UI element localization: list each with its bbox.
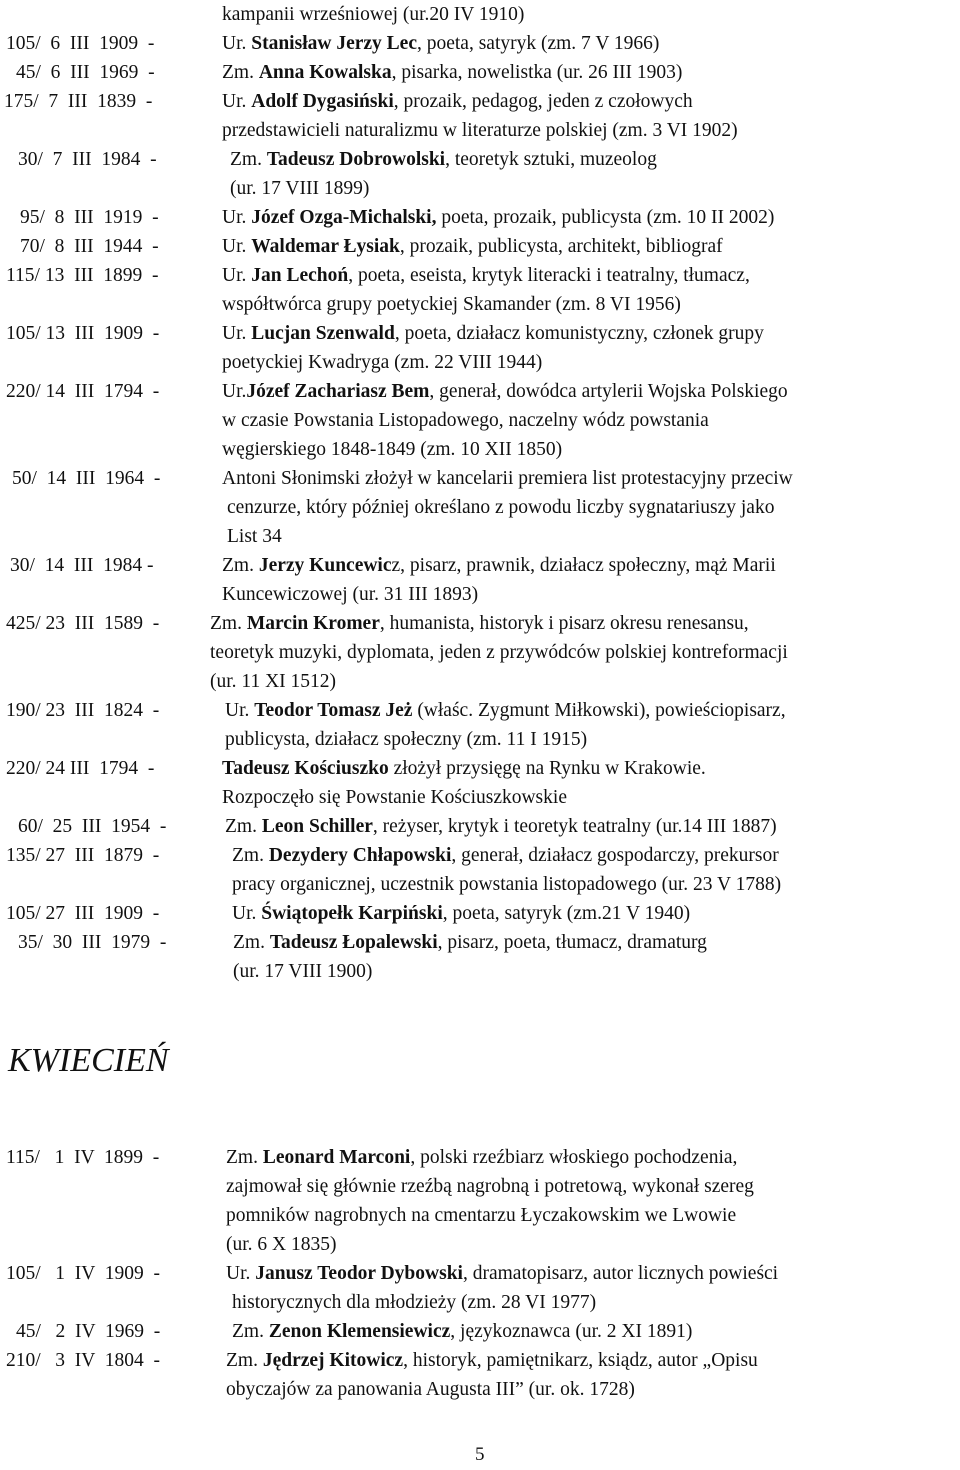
entry-text-line: [222, 435, 562, 464]
entry-text-line: [222, 783, 567, 812]
entry-text: (właśc. Zygmunt Miłkowski), powieściopisarz,: [412, 700, 786, 721]
entry-date-code: 210/ 3 IV 1804 -: [6, 1350, 161, 1371]
entry-text-line: [226, 1230, 337, 1259]
person-name: Tadeusz Kościuszko: [222, 758, 389, 779]
person-name: Tadeusz Łopalewski: [269, 932, 438, 953]
entry-text-line: [222, 203, 774, 232]
person-name: Stanisław Jerzy Lec: [251, 33, 417, 54]
entry-text-line: [222, 319, 764, 348]
entry-text: Ur.: [222, 265, 252, 286]
entry-text: z, pisarz, prawnik, działacz społeczny, mąż Marii: [391, 555, 776, 576]
person-name: Lucjan Szenwald: [251, 323, 395, 344]
entry-text: Zm.: [230, 149, 267, 170]
entry-text: złożył przysięgę na Rynku w Krakowie.: [388, 758, 706, 779]
entry-text: teoretyk muzyki, dyplomata, jeden z przywódców polskiej kontreformacji: [210, 642, 788, 663]
entry-text: Zm.: [222, 62, 259, 83]
entry-text: cenzurze, który później określano z powodu liczby sygnatariuszy jako: [227, 497, 775, 518]
entry-text: , teoretyk sztuki, muzeolog: [445, 149, 657, 170]
entry-text: Antoni Słonimski złożył w kancelarii premiera list protestacyjny przeciw: [222, 468, 793, 489]
person-name: Tadeusz Dobrowolski: [266, 149, 446, 170]
entry-text: Ur.: [232, 903, 262, 924]
person-name: Leonard Marconi: [262, 1147, 411, 1168]
person-name: Józef Zachariasz Bem: [246, 381, 430, 402]
entry-text: Ur.: [222, 236, 252, 257]
entry-text: (ur. 6 X 1835): [226, 1234, 337, 1255]
entry-text-line: [230, 174, 369, 203]
entry-text-line: [232, 1288, 596, 1317]
entry-text: , historyk, pamiętnikarz, ksiądz, autor „Opisu: [403, 1350, 758, 1371]
entry-text: pomników nagrobnych na cmentarzu Łyczakowskim we Lwowie: [226, 1205, 737, 1226]
entry-text-line: [222, 58, 682, 87]
entry-text: Zm.: [225, 816, 262, 837]
entry-text: Zm.: [226, 1147, 263, 1168]
entry-date-code: 30/ 7 III 1984 -: [18, 149, 157, 170]
entry-text-line: [222, 754, 706, 783]
entry-text: , generał, działacz gospodarczy, prekursor: [451, 845, 779, 866]
entry-text: (ur. 11 XI 1512): [210, 671, 337, 692]
person-name: Janusz Teodor Dybowski: [255, 1263, 463, 1284]
entry-text: List 34: [227, 526, 282, 547]
entry-text: pracy organicznej, uczestnik powstania listopadowego (ur. 23 V 1788): [232, 874, 782, 895]
entry-text-line: [210, 638, 788, 667]
entry-text: Zm.: [233, 932, 270, 953]
entry-date-code: 175/ 7 III 1839 -: [4, 91, 153, 112]
person-name: Józef Ozga-Michalski,: [251, 207, 437, 228]
person-name: Marcin Kromer: [246, 613, 380, 634]
entry-date-code: 115/ 13 III 1899 -: [6, 265, 159, 286]
entry-date-code: 45/ 6 III 1969 -: [16, 62, 155, 83]
entry-text: poetyckiej Kwadryga (zm. 22 VIII 1944): [222, 352, 543, 373]
entry-text-line: [222, 377, 788, 406]
entry-text: (ur. 17 VIII 1899): [230, 178, 370, 199]
entry-date-code: 30/ 14 III 1984 -: [10, 555, 154, 576]
entry-text: w czasie Powstania Listopadowego, naczelny wódz powstania: [222, 410, 709, 431]
entry-text: przedstawicieli naturalizmu w literaturze polskiej (zm. 3 VI 1902): [222, 120, 738, 141]
entry-text: poeta, prozaik, publicysta (zm. 10 II 2002): [436, 207, 775, 228]
entry-text-line: [233, 957, 372, 986]
entry-text: Ur.: [222, 91, 252, 112]
entry-text: Ur.: [222, 33, 252, 54]
entry-text: Ur.: [222, 381, 247, 402]
entry-text-line: [222, 464, 793, 493]
entry-text-line: [232, 899, 690, 928]
person-name: Teodor Tomasz Jeż: [254, 700, 413, 721]
entry-text-line: [232, 870, 781, 899]
person-name: Jędrzej Kitowicz: [262, 1350, 404, 1371]
entry-text-line: [222, 290, 681, 319]
entry-text: , poeta, działacz komunistyczny, członek grupy: [394, 323, 764, 344]
entry-text-line: [222, 348, 542, 377]
entry-text-line: [222, 261, 750, 290]
entry-text: Kuncewiczowej (ur. 31 III 1893): [222, 584, 479, 605]
entry-text-line: [222, 551, 776, 580]
entry-text: Ur.: [222, 323, 252, 344]
entry-text-line: [227, 493, 774, 522]
entry-text: , polski rzeźbiarz włoskiego pochodzenia,: [410, 1147, 738, 1168]
entry-date-code: 425/ 23 III 1589 -: [6, 613, 160, 634]
entry-text: zajmował się głównie rzeźbą nagrobną i potretową, wykonał szereg: [226, 1176, 754, 1197]
entry-text: , prozaik, pedagog, jeden z czołowych: [393, 91, 693, 112]
entry-text-line: [222, 580, 478, 609]
entry-date-code: 70/ 8 III 1944 -: [20, 236, 159, 257]
entry-text-line: [226, 1143, 737, 1172]
entry-text-line: [222, 29, 659, 58]
entry-text-line: [222, 0, 524, 29]
entry-text: Zm.: [226, 1350, 263, 1371]
entry-text: kampanii wrześniowej (ur.20 IV 1910): [222, 4, 525, 25]
entry-text: Rozpoczęło się Powstanie Kościuszkowskie: [222, 787, 567, 808]
entry-date-code: 115/ 1 IV 1899 -: [6, 1147, 160, 1168]
entry-text: Ur.: [226, 1263, 256, 1284]
entry-text: , pisarz, poeta, tłumacz, dramaturg: [437, 932, 707, 953]
person-name: Waldemar Łysiak: [251, 236, 400, 257]
entry-text-line: [226, 1375, 635, 1404]
entry-text-line: [226, 1201, 736, 1230]
entry-text: , reżyser, krytyk i teoretyk teatralny (ur.14 III 1887): [372, 816, 777, 837]
entry-text-line: [227, 522, 282, 551]
entry-text-line: [226, 1172, 754, 1201]
entry-date-code: 95/ 8 III 1919 -: [20, 207, 159, 228]
entry-text: , językoznawca (ur. 2 XI 1891): [450, 1321, 693, 1342]
entry-date-code: 105/ 1 IV 1909 -: [6, 1263, 161, 1284]
person-name: Zenon Klemensiewicz: [268, 1321, 451, 1342]
entry-text: węgierskiego 1848-1849 (zm. 10 XII 1850): [222, 439, 563, 460]
entry-text-line: [230, 145, 657, 174]
entry-text: Zm.: [210, 613, 247, 634]
entry-date-code: 50/ 14 III 1964 -: [12, 468, 161, 489]
entry-text: , poeta, satyryk (zm.21 V 1940): [442, 903, 691, 924]
entry-date-code: 220/ 14 III 1794 -: [6, 381, 160, 402]
entry-text: Zm.: [222, 555, 259, 576]
entry-text-line: [226, 1346, 758, 1375]
entry-text: współtwórca grupy poetyckiej Skamander (zm. 8 VI 1956): [222, 294, 681, 315]
entry-text: , dramatopisarz, autor licznych powieści: [462, 1263, 779, 1284]
entry-text-line: [226, 1259, 778, 1288]
entry-date-code: 220/ 24 III 1794 -: [6, 758, 155, 779]
entry-date-code: 105/ 6 III 1909 -: [6, 33, 155, 54]
entry-date-code: 190/ 23 III 1824 -: [6, 700, 160, 721]
person-name: Adolf Dygasiński: [251, 91, 394, 112]
entry-text-line: [232, 841, 779, 870]
person-name: Świątopełk Karpiński: [261, 903, 443, 924]
entry-text-line: [222, 232, 723, 261]
entry-text: Ur.: [222, 207, 252, 228]
entry-text-line: [210, 667, 336, 696]
entry-text: , poeta, satyryk (zm. 7 V 1966): [416, 33, 660, 54]
entry-text-line: [225, 725, 587, 754]
entry-text: obyczajów za panowania Augusta III” (ur. ok. 1728): [226, 1379, 635, 1400]
person-name: Anna Kowalska: [258, 62, 392, 83]
person-name: Leon Schiller: [261, 816, 373, 837]
entry-text: , poeta, eseista, krytyk literacki i teatralny, tłumacz,: [348, 265, 750, 286]
entry-date-code: 60/ 25 III 1954 -: [18, 816, 167, 837]
entry-date-code: 105/ 27 III 1909 -: [6, 903, 160, 924]
entry-text: historycznych dla młodzieży (zm. 28 VI 1977): [232, 1292, 597, 1313]
entry-text-line: [225, 696, 786, 725]
entry-text: publicysta, działacz społeczny (zm. 11 I 1915): [225, 729, 588, 750]
entry-text: (ur. 17 VIII 1900): [233, 961, 373, 982]
entry-date-code: 105/ 13 III 1909 -: [6, 323, 160, 344]
entry-text-line: [232, 1317, 692, 1346]
person-name: Jan Lechoń: [251, 265, 349, 286]
person-name: Dezydery Chłapowski: [268, 845, 452, 866]
entry-text-line: [222, 406, 709, 435]
entry-text: Zm.: [232, 1321, 269, 1342]
entry-text: , pisarka, nowelistka (ur. 26 III 1903): [391, 62, 683, 83]
entry-text: , generał, dowódca artylerii Wojska Polskiego: [429, 381, 788, 402]
page-number: 5: [475, 1444, 485, 1465]
entry-text: , prozaik, publicysta, architekt, bibliograf: [399, 236, 723, 257]
entry-text-line: [233, 928, 707, 957]
entry-text-line: [222, 116, 738, 145]
entry-date-code: 35/ 30 III 1979 -: [18, 932, 167, 953]
entry-text: Zm.: [232, 845, 269, 866]
entry-text-line: [222, 87, 693, 116]
entry-text-line: [225, 812, 777, 841]
entry-text: , humanista, historyk i pisarz okresu renesansu,: [379, 613, 749, 634]
person-name: Jerzy Kuncewic: [258, 555, 392, 576]
entry-date-code: 135/ 27 III 1879 -: [6, 845, 160, 866]
section-title-april: KWIECIEŃ: [8, 1042, 169, 1079]
entry-text-line: [210, 609, 749, 638]
entry-date-code: 45/ 2 IV 1969 -: [16, 1321, 161, 1342]
entry-text: Ur.: [225, 700, 255, 721]
